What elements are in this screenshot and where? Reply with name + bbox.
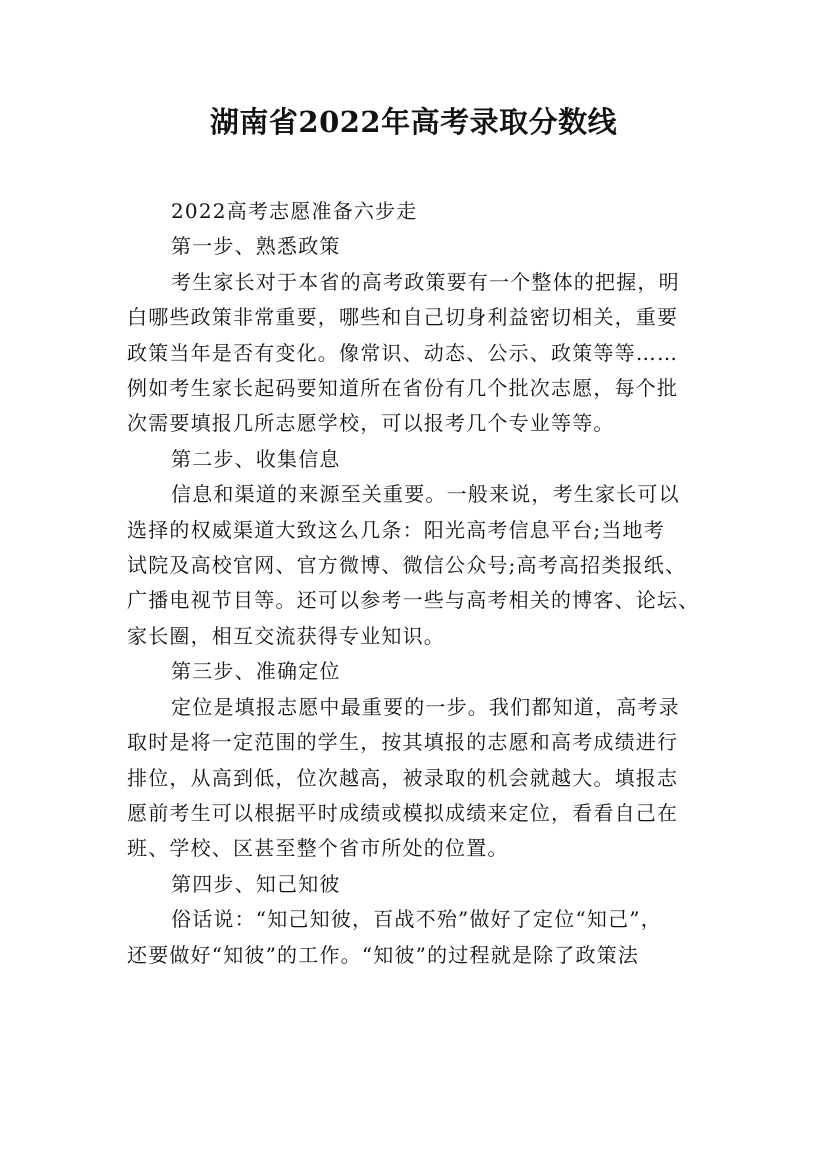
text-line: 信息和渠道的来源至关重要。一般来说，考生家长可以 (171, 482, 680, 507)
text-line: 愿前考生可以根据平时成绩或模拟成绩来定位，看看自己在 (127, 800, 679, 825)
text-line: 政策当年是否有变化。像常识、动态、公示、政策等等…… (127, 340, 679, 365)
text-line: 俗话说：“知己知彼，百战不殆”做好了定位“知己”， (171, 907, 662, 932)
text-line: 选择的权威渠道大致这么几条：阳光高考信息平台;当地考 (127, 517, 665, 542)
text-line: 考生家长对于本省的高考政策要有一个整体的把握，明 (171, 269, 680, 294)
section-heading-step-2: 第二步、收集信息 (171, 446, 341, 471)
document-title: 湖南省2022年高考录取分数线 (209, 105, 618, 139)
text-line: 广播电视节目等。还可以参考一些与高考相关的博客、论坛、 (127, 588, 700, 613)
text-line: 2022高考志愿准备六步走 (171, 199, 418, 223)
text-line: 定位是填报志愿中最重要的一步。我们都知道，高考录 (171, 694, 680, 719)
text-line: 例如考生家长起码要知道所在省份有几个批次志愿，每个批 (127, 376, 679, 401)
text-line: 白哪些政策非常重要，哪些和自己切身利益密切相关，重要 (127, 305, 679, 330)
text-line: 次需要填报几所志愿学校，可以报考几个专业等等。 (127, 411, 615, 436)
section-heading-step-4: 第四步、知己知彼 (171, 871, 341, 896)
text-line: 班、学校、区甚至整个省市所处的位置。 (127, 836, 509, 861)
section-heading-step-3: 第三步、准确定位 (171, 659, 341, 684)
section-heading-step-1: 第一步、熟悉政策 (171, 234, 341, 259)
document-body (127, 194, 707, 973)
text-line: 还要做好“知彼”的工作。“知彼”的过程就是除了政策法 (127, 942, 640, 967)
text-line: 取时是将一定范围的学生，按其填报的志愿和高考成绩进行 (127, 730, 679, 755)
text-line: 排位，从高到低，位次越高，被录取的机会就越大。填报志 (127, 765, 679, 790)
text-line: 试院及高校官网、官方微博、微信公众号;高考高招类报纸、 (127, 553, 687, 578)
text-line: 家长圈，相互交流获得专业知识。 (127, 623, 445, 648)
